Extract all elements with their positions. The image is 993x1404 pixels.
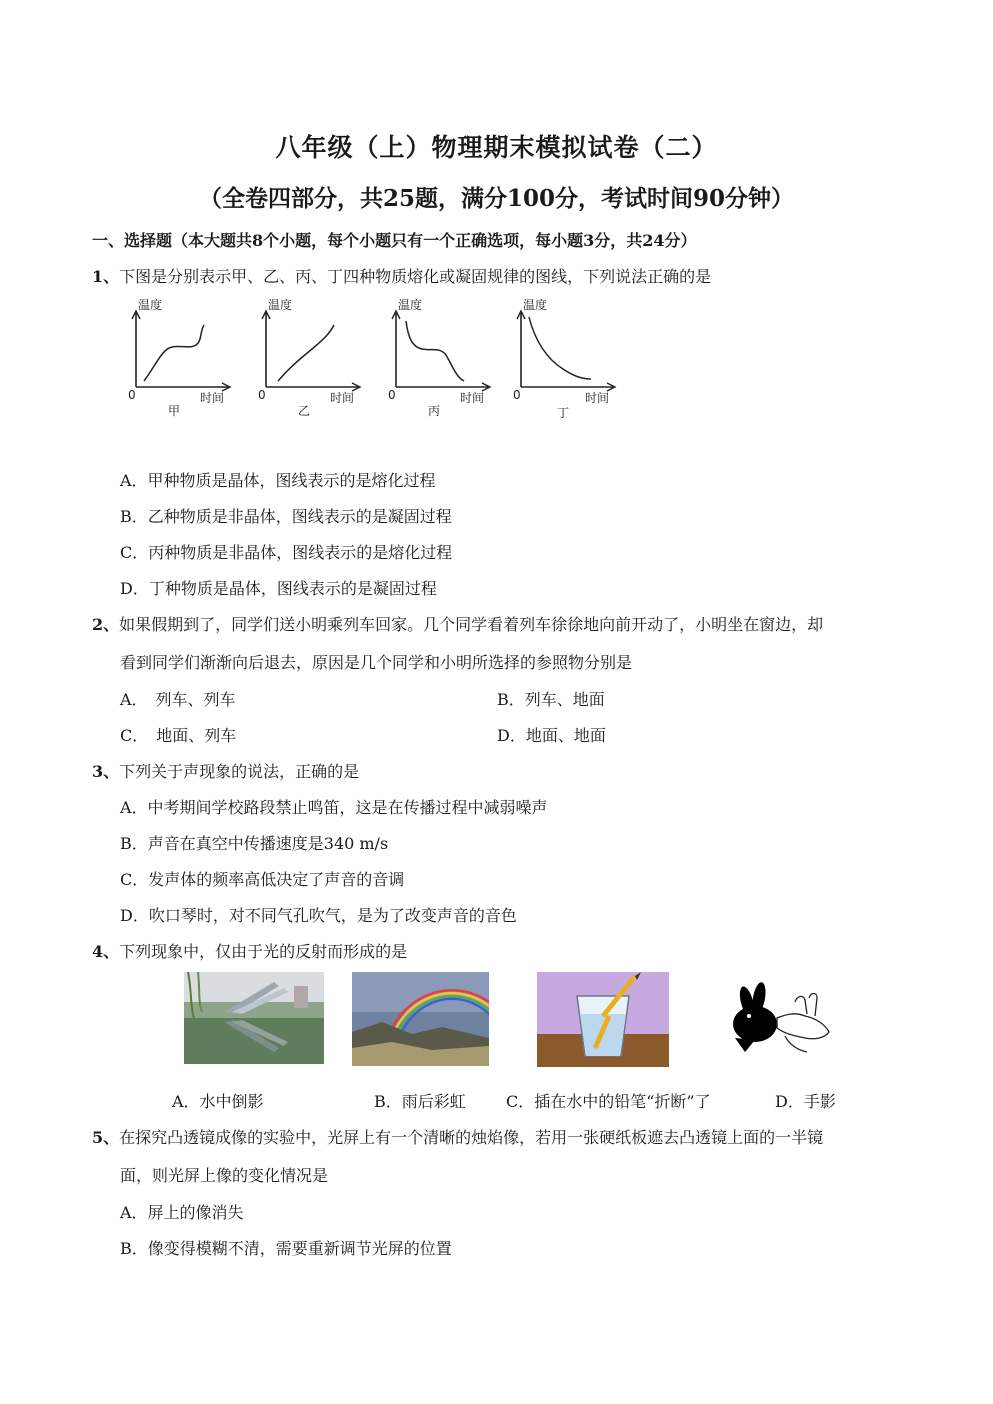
question-text: 在探究凸透镜成像的实验中，光屏上有一个清晰的烛焰像，若用一张硬纸板遮去凸透镜上面的一半镜	[119, 1128, 824, 1147]
question-text: 如果假期到了，同学们送小明乘列车回家。几个同学看着列车徐徐地向前开动了，小明坐在窗边，却	[119, 615, 824, 634]
question-text: 下列现象中，仅由于光的反射而形成的是	[119, 942, 408, 961]
hand-shadow-image	[725, 978, 840, 1062]
question-3	[92, 759, 359, 782]
q3-option-d[interactable]: D．吹口琴时，对不同气孔吹气，是为了改变声音的音色	[120, 906, 517, 925]
q5-option-a[interactable]: A．屏上的像消失	[120, 1203, 244, 1222]
question-text: 下图是分别表示甲、乙、丙、丁四种物质熔化或凝固规律的图线，下列说法正确的是	[119, 267, 712, 286]
graph-origin: 0	[258, 388, 266, 402]
graph-yi	[250, 297, 365, 426]
question-1	[92, 264, 711, 287]
q4-option-a[interactable]: A．水中倒影	[172, 1092, 264, 1111]
q1-option-d[interactable]: D．丁种物质是晶体，图线表示的是凝固过程	[120, 579, 437, 598]
question-5	[92, 1125, 823, 1148]
graph-ylabel: 温度	[523, 298, 548, 312]
graph-jia	[120, 297, 235, 426]
q4-option-d[interactable]: D．手影	[775, 1092, 836, 1111]
question-number: 4、	[92, 942, 120, 961]
rainbow-image	[352, 972, 489, 1070]
q5-option-b[interactable]: B．像变得模糊不清，需要重新调节光屏的位置	[120, 1239, 452, 1258]
q2-option-a[interactable]: A． 列车、列车	[120, 690, 236, 709]
graph-xlabel: 时间	[585, 391, 610, 405]
graph-name: 丙	[428, 404, 441, 418]
q4-option-c[interactable]: C．插在水中的铅笔“折断”了	[506, 1092, 711, 1111]
graph-xlabel: 时间	[330, 391, 355, 405]
q1-option-b[interactable]: B．乙种物质是非晶体，图线表示的是凝固过程	[120, 507, 452, 526]
graph-ylabel: 温度	[268, 298, 293, 312]
q1-option-c[interactable]: C．丙种物质是非晶体，图线表示的是熔化过程	[120, 543, 453, 562]
question-number: 3、	[92, 762, 120, 781]
q3-option-b[interactable]: B．声音在真空中传播速度是340 m/s	[120, 834, 389, 853]
question-4	[92, 939, 407, 962]
q3-option-c[interactable]: C．发声体的频率高低决定了声音的音调	[120, 870, 405, 889]
pencil-in-water-image	[537, 972, 669, 1071]
graph-origin: 0	[388, 388, 396, 402]
q1-option-a[interactable]: A．甲种物质是晶体，图线表示的是熔化过程	[120, 471, 436, 490]
page-title: 八年级（上）物理期末模拟试卷（二）	[275, 133, 718, 162]
graph-ylabel: 温度	[138, 298, 163, 312]
question-5-line2: 面，则光屏上像的变化情况是	[120, 1166, 329, 1185]
water-reflection-image	[184, 972, 324, 1068]
q3-option-a[interactable]: A．中考期间学校路段禁止鸣笛，这是在传播过程中减弱噪声	[120, 798, 548, 817]
graph-name: 甲	[168, 404, 181, 418]
q2-option-b[interactable]: B．列车、地面	[497, 690, 605, 709]
graph-xlabel: 时间	[460, 391, 485, 405]
q4-option-b[interactable]: B．雨后彩虹	[374, 1092, 466, 1111]
graph-name: 乙	[298, 404, 311, 418]
question-number: 1、	[92, 267, 120, 286]
question-number: 2、	[92, 615, 120, 634]
question-text: 下列关于声现象的说法，正确的是	[119, 762, 360, 781]
graph-ylabel: 温度	[398, 298, 423, 312]
graph-bing	[380, 297, 495, 426]
graph-xlabel: 时间	[200, 391, 225, 405]
graph-origin: 0	[513, 388, 521, 402]
question-2-line2: 看到同学们渐渐向后退去，原因是几个同学和小明所选择的参照物分别是	[120, 653, 633, 672]
section-heading: 一、选择题（本大题共8个小题，每个小题只有一个正确选项，每小题3分，共24分）	[92, 231, 697, 250]
q2-option-c[interactable]: C． 地面、列车	[120, 726, 237, 745]
graph-origin: 0	[128, 388, 136, 402]
page-subtitle: （全卷四部分，共25题，满分100分，考试时间90分钟）	[198, 185, 795, 212]
question-number: 5、	[92, 1128, 120, 1147]
graph-name: 丁	[557, 406, 570, 420]
graph-ding	[505, 297, 620, 426]
question-2	[92, 612, 823, 635]
q2-option-d[interactable]: D．地面、地面	[497, 726, 606, 745]
